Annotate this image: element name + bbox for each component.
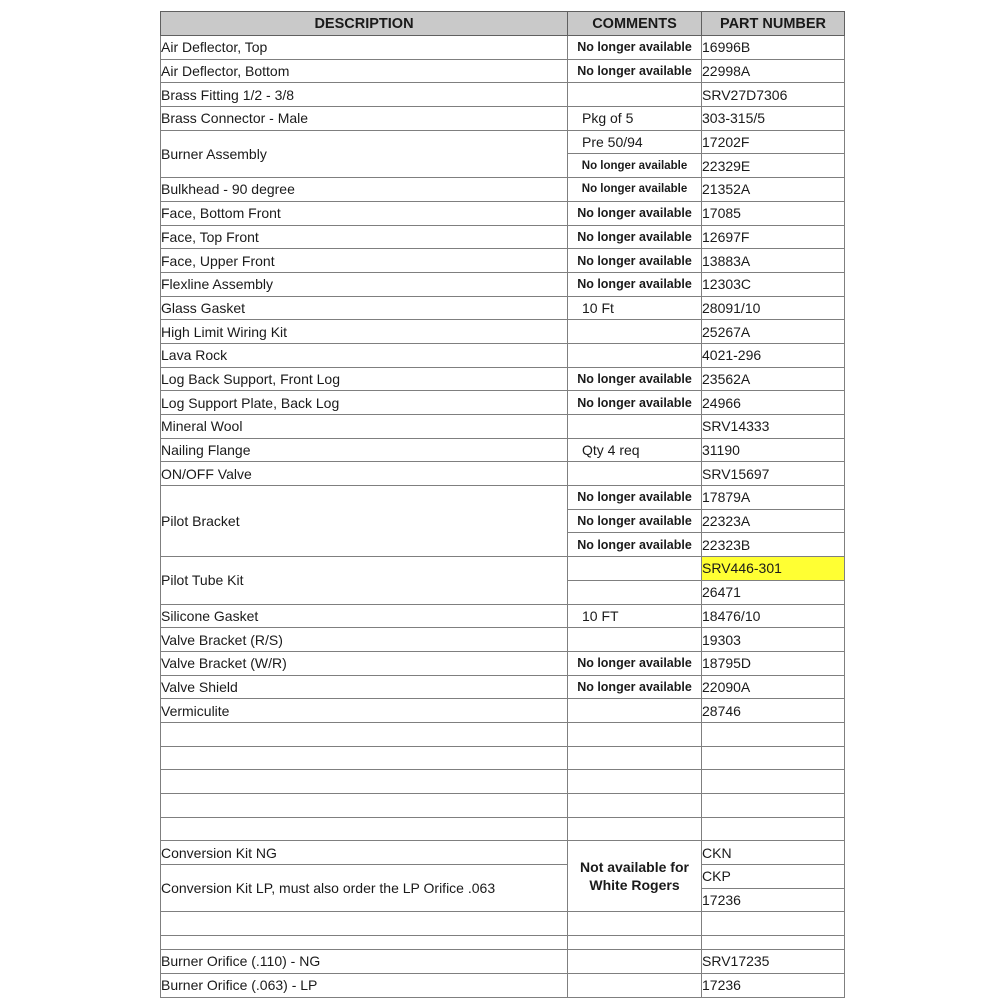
row-comment: No longer available — [568, 509, 702, 533]
table-row — [161, 391, 845, 415]
row-description: Air Deflector, Top — [161, 36, 568, 60]
row-comment — [568, 628, 702, 652]
conversion-ng-part: CKN — [702, 841, 845, 865]
table-row — [161, 130, 845, 154]
row-part-number: 17202F — [702, 130, 845, 154]
row-part-number: 23562A — [702, 367, 845, 391]
row-comment — [568, 580, 702, 604]
table-row — [161, 841, 845, 865]
table-row — [161, 651, 845, 675]
table-row — [161, 249, 845, 273]
row-comment — [568, 415, 702, 439]
table-row — [161, 557, 845, 581]
empty-row — [161, 912, 845, 936]
row-description: Nailing Flange — [161, 438, 568, 462]
row-description: Log Support Plate, Back Log — [161, 391, 568, 415]
table-row — [161, 83, 845, 107]
row-description: Silicone Gasket — [161, 604, 568, 628]
row-description: Brass Fitting 1/2 - 3/8 — [161, 83, 568, 107]
row-part-number: 18476/10 — [702, 604, 845, 628]
row-part-number: 22323A — [702, 509, 845, 533]
parts-list-sheet — [160, 11, 844, 998]
row-description: ON/OFF Valve — [161, 462, 568, 486]
row-part-number: 22323B — [702, 533, 845, 557]
row-comment: Pkg of 5 — [568, 107, 702, 131]
row-comment: 10 FT — [568, 604, 702, 628]
row-part-number: 18795D — [702, 651, 845, 675]
row-comment: No longer available — [568, 201, 702, 225]
row-part-number: 12303C — [702, 272, 845, 296]
row-comment: No longer available — [568, 651, 702, 675]
parts-table — [160, 11, 845, 998]
row-description: Mineral Wool — [161, 415, 568, 439]
row-comment: No longer available — [568, 486, 702, 510]
empty-row — [161, 770, 845, 794]
row-part-number: SRV27D7306 — [702, 83, 845, 107]
orifice-comment — [568, 973, 702, 997]
table-row — [161, 438, 845, 462]
row-comment: No longer available — [568, 59, 702, 83]
orifice-comment — [568, 950, 702, 974]
row-comment: No longer available — [568, 272, 702, 296]
row-part-number: 21352A — [702, 178, 845, 202]
row-description: Face, Upper Front — [161, 249, 568, 273]
row-part-number: 303-315/5 — [702, 107, 845, 131]
row-description: Glass Gasket — [161, 296, 568, 320]
table-row — [161, 973, 845, 997]
empty-row — [161, 746, 845, 770]
row-comment — [568, 462, 702, 486]
header-part-number: PART NUMBER — [702, 12, 845, 36]
row-part-number: SRV15697 — [702, 462, 845, 486]
table-row — [161, 201, 845, 225]
row-description: Log Back Support, Front Log — [161, 367, 568, 391]
row-part-number: 17879A — [702, 486, 845, 510]
table-row — [161, 320, 845, 344]
row-comment — [568, 343, 702, 367]
row-comment: Qty 4 req — [568, 438, 702, 462]
row-comment — [568, 557, 702, 581]
row-description: Flexline Assembly — [161, 272, 568, 296]
header-row — [161, 12, 845, 36]
row-comment — [568, 320, 702, 344]
table-row — [161, 462, 845, 486]
row-description: Bulkhead - 90 degree — [161, 178, 568, 202]
row-description: Burner Assembly — [161, 130, 568, 177]
orifice-description: Burner Orifice (.063) - LP — [161, 973, 568, 997]
row-part-number: 19303 — [702, 628, 845, 652]
row-comment: No longer available — [568, 675, 702, 699]
conversion-note-line2: White Rogers — [589, 877, 680, 894]
conversion-ng-description: Conversion Kit NG — [161, 841, 568, 865]
row-comment: No longer available — [568, 225, 702, 249]
table-row — [161, 296, 845, 320]
row-part-number: 13883A — [702, 249, 845, 273]
empty-row — [161, 817, 845, 841]
row-description: Pilot Bracket — [161, 486, 568, 557]
header-comments: COMMENTS — [568, 12, 702, 36]
row-description: Face, Top Front — [161, 225, 568, 249]
row-part-number: 22090A — [702, 675, 845, 699]
orifice-part-number: 17236 — [702, 973, 845, 997]
row-comment: No longer available — [568, 154, 702, 178]
row-comment: No longer available — [568, 367, 702, 391]
table-row — [161, 628, 845, 652]
row-part-number: 22329E — [702, 154, 845, 178]
conversion-lp-description: Conversion Kit LP, must also order the LP Orifice .063 — [161, 865, 568, 912]
table-row — [161, 107, 845, 131]
row-part-number: 17085 — [702, 201, 845, 225]
row-part-number: 24966 — [702, 391, 845, 415]
row-part-number: 25267A — [702, 320, 845, 344]
conversion-note-line1: Not available for — [580, 859, 689, 876]
row-part-number: 12697F — [702, 225, 845, 249]
table-row — [161, 604, 845, 628]
table-row — [161, 699, 845, 723]
table-row — [161, 343, 845, 367]
table-row — [161, 59, 845, 83]
row-description: Pilot Tube Kit — [161, 557, 568, 604]
table-row — [161, 36, 845, 60]
orifice-part-number: SRV17235 — [702, 950, 845, 974]
row-comment: No longer available — [568, 36, 702, 60]
row-description: Brass Connector - Male — [161, 107, 568, 131]
table-row — [161, 178, 845, 202]
row-comment: Pre 50/94 — [568, 130, 702, 154]
table-row — [161, 950, 845, 974]
row-part-number: 28746 — [702, 699, 845, 723]
empty-row — [161, 722, 845, 746]
row-part-number: SRV14333 — [702, 415, 845, 439]
conversion-note — [568, 841, 702, 912]
row-comment: No longer available — [568, 178, 702, 202]
table-row — [161, 367, 845, 391]
table-row — [161, 675, 845, 699]
row-description: Air Deflector, Bottom — [161, 59, 568, 83]
row-part-number: 16996B — [702, 36, 845, 60]
row-comment: No longer available — [568, 533, 702, 557]
table-row — [161, 225, 845, 249]
row-part-number: 26471 — [702, 580, 845, 604]
row-part-number: 22998A — [702, 59, 845, 83]
row-description: Valve Bracket (R/S) — [161, 628, 568, 652]
orifice-description: Burner Orifice (.110) - NG — [161, 950, 568, 974]
row-description: High Limit Wiring Kit — [161, 320, 568, 344]
row-description: Valve Shield — [161, 675, 568, 699]
header-description: DESCRIPTION — [161, 12, 568, 36]
row-description: Face, Bottom Front — [161, 201, 568, 225]
table-row — [161, 272, 845, 296]
row-comment: 10 Ft — [568, 296, 702, 320]
conversion-lp-part: CKP — [702, 865, 845, 889]
table-row — [161, 415, 845, 439]
row-description: Lava Rock — [161, 343, 568, 367]
row-part-number: 4021-296 — [702, 343, 845, 367]
row-comment: No longer available — [568, 391, 702, 415]
row-description: Vermiculite — [161, 699, 568, 723]
row-part-number: 28091/10 — [702, 296, 845, 320]
row-comment — [568, 699, 702, 723]
row-comment — [568, 83, 702, 107]
row-part-number-highlighted: SRV446-301 — [702, 557, 845, 581]
spacer-row — [161, 936, 845, 950]
empty-row — [161, 794, 845, 818]
row-comment: No longer available — [568, 249, 702, 273]
table-row — [161, 865, 845, 889]
row-part-number: 31190 — [702, 438, 845, 462]
row-description: Valve Bracket (W/R) — [161, 651, 568, 675]
conversion-lp-part2: 17236 — [702, 888, 845, 912]
table-row — [161, 486, 845, 510]
